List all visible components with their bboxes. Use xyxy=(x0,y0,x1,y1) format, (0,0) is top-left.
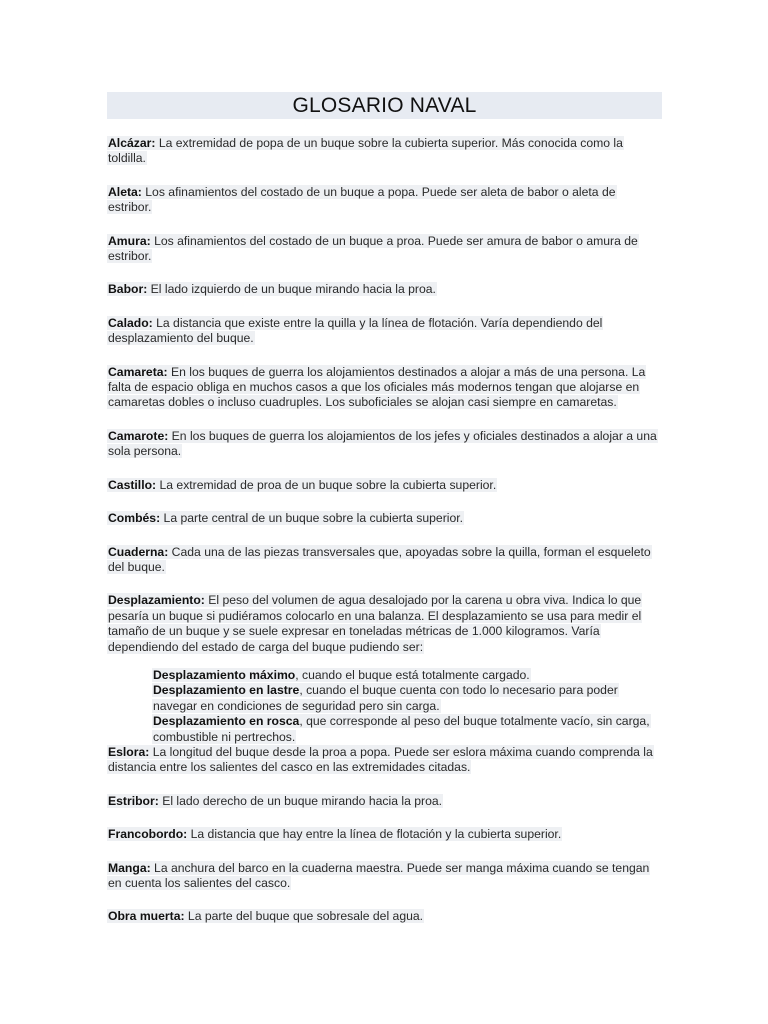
subentry-list xyxy=(152,668,663,745)
entry-term: Calado: xyxy=(108,315,153,330)
entry-term: Cuaderna: xyxy=(108,544,169,559)
entry-definition: Cada una de las piezas transversales que, apoyadas sobre la quilla, forman el esqueleto del buque. xyxy=(108,544,651,574)
entry-term: Alcázar: xyxy=(108,136,156,150)
subentry-definition: , cuando el buque está totalmente cargado. xyxy=(295,667,530,682)
entry-highlight xyxy=(107,429,658,458)
glossary-entry xyxy=(107,794,663,809)
subentry xyxy=(152,683,663,714)
subentry-definition: , cuando el buque cuenta con todo lo necesario para poder navegar en condiciones de seguridad pero sin carga. xyxy=(153,683,618,713)
entry-definition: El lado izquierdo de un buque mirando hacia la proa. xyxy=(150,282,436,297)
subentry-term: Desplazamiento en lastre xyxy=(153,683,300,698)
glossary-entry xyxy=(107,136,663,167)
entry-definition: La longitud del buque desde la proa a popa. Puede ser eslora máxima cuando comprenda la distancia entre los salientes del casco en las extremidades citadas. xyxy=(108,744,653,775)
glossary-entry xyxy=(107,909,663,924)
entry-definition: La extremidad de popa de un buque sobre la cubierta superior. Más conocida como la toldilla. xyxy=(108,136,623,166)
entry-definition: Los afinamientos del costado de un buque a proa. Puede ser amura de babor o amura de estribor. xyxy=(108,233,638,264)
subentry-highlight xyxy=(152,714,651,743)
entry-definition: La distancia que existe entre la quilla y la línea de flotación. Varía dependiendo del desplazamiento del buque. xyxy=(108,315,603,346)
entry-term: Combés: xyxy=(108,511,161,526)
entry-term: Amura: xyxy=(108,233,151,248)
entry-highlight xyxy=(107,861,650,890)
subentry-highlight xyxy=(152,683,619,712)
glossary-entry xyxy=(107,545,663,576)
entry-term: Babor: xyxy=(108,282,148,297)
glossary-entry xyxy=(107,429,663,460)
entry-definition: El peso del volumen de agua desalojado por la carena u obra viva. Indica lo que pesaría un buque si pudiéramos colocarlo en una balanza. El desplazamiento se usa para medir el tamaño de un buque y se suele expresar en toneladas métricas de 1.000 kilogramos. Varía dependiendo del estado de carga del buque pudiendo ser: xyxy=(108,593,642,654)
entry-term: Aleta: xyxy=(108,184,142,199)
entry-definition: La distancia que hay entre la línea de flotación y la cubierta superior. xyxy=(190,827,562,842)
glossary-entry xyxy=(107,365,663,411)
subentry-term: Desplazamiento máximo xyxy=(153,667,296,682)
entry-highlight xyxy=(107,545,652,574)
subentry xyxy=(152,714,663,745)
glossary-entry xyxy=(107,316,663,347)
title-band xyxy=(107,92,662,119)
subentry-definition: , que corresponde al peso del buque totalmente vacío, sin carga, combustible ni pertrechos. xyxy=(153,714,650,744)
entry-term: Camarote: xyxy=(108,428,169,443)
entry-highlight xyxy=(107,745,654,774)
glossary-entry xyxy=(107,185,663,216)
entry-definition: La extremidad de proa de un buque sobre la cubierta superior. xyxy=(159,477,497,492)
entry-term: Estribor: xyxy=(108,793,159,808)
entry-highlight xyxy=(107,282,437,296)
entry-highlight xyxy=(107,365,646,410)
entry-highlight xyxy=(107,478,497,492)
subentry-highlight xyxy=(152,668,531,682)
entry-term: Castillo: xyxy=(108,477,157,492)
entry-highlight xyxy=(107,794,443,808)
glossary-body xyxy=(107,136,663,925)
entry-definition: En los buques de guerra los alojamientos destinados a alojar a más de una persona. La falta de espacio obliga en muchos casos a que los oficiales más modernos tengan que alojarse en camaretas dobles o incluso cuadruples. Los suboficiales se alojan casi siempre en camaretas. xyxy=(108,364,646,410)
entry-term: Manga: xyxy=(108,860,151,875)
entry-highlight xyxy=(107,185,617,214)
entry-definition: En los buques de guerra los alojamientos de los jefes y oficiales destinados a alojar a una sola persona. xyxy=(108,428,657,459)
subentry-term: Desplazamiento en rosca xyxy=(153,714,300,729)
entry-highlight xyxy=(107,234,639,263)
glossary-entry xyxy=(107,234,663,265)
entry-term: Obra muerta: xyxy=(108,909,185,924)
entry-highlight xyxy=(107,316,603,345)
entry-term: Eslora: xyxy=(108,744,150,759)
entry-definition: La parte del buque que sobresale del agua. xyxy=(187,909,424,924)
entry-term: Desplazamiento: xyxy=(108,593,205,608)
entry-term: Francobordo: xyxy=(108,827,188,842)
glossary-entry xyxy=(107,745,663,776)
entry-highlight xyxy=(107,593,642,653)
entry-definition: La anchura del barco en la cuaderna maestra. Puede ser manga máxima cuando se tengan en cuenta los salientes del casco. xyxy=(108,860,650,890)
entry-definition: Los afinamientos del costado de un buque a popa. Puede ser aleta de babor o aleta de estribor. xyxy=(108,184,616,215)
glossary-entry xyxy=(107,282,663,297)
glossary-entry xyxy=(107,511,663,526)
glossary-entry xyxy=(107,478,663,493)
glossary-entry xyxy=(107,861,663,892)
entry-definition: La parte central de un buque sobre la cubierta superior. xyxy=(163,511,464,526)
entry-term: Camareta: xyxy=(108,364,168,379)
entry-highlight xyxy=(107,827,562,841)
subentry xyxy=(152,668,663,683)
entry-highlight xyxy=(107,909,424,923)
glossary-entry xyxy=(107,827,663,842)
glossary-entry xyxy=(107,593,663,655)
page-title: GLOSARIO NAVAL xyxy=(292,94,477,117)
entry-definition: El lado derecho de un buque mirando hacia la proa. xyxy=(162,793,443,808)
entry-highlight xyxy=(107,136,624,165)
entry-highlight xyxy=(107,511,464,525)
